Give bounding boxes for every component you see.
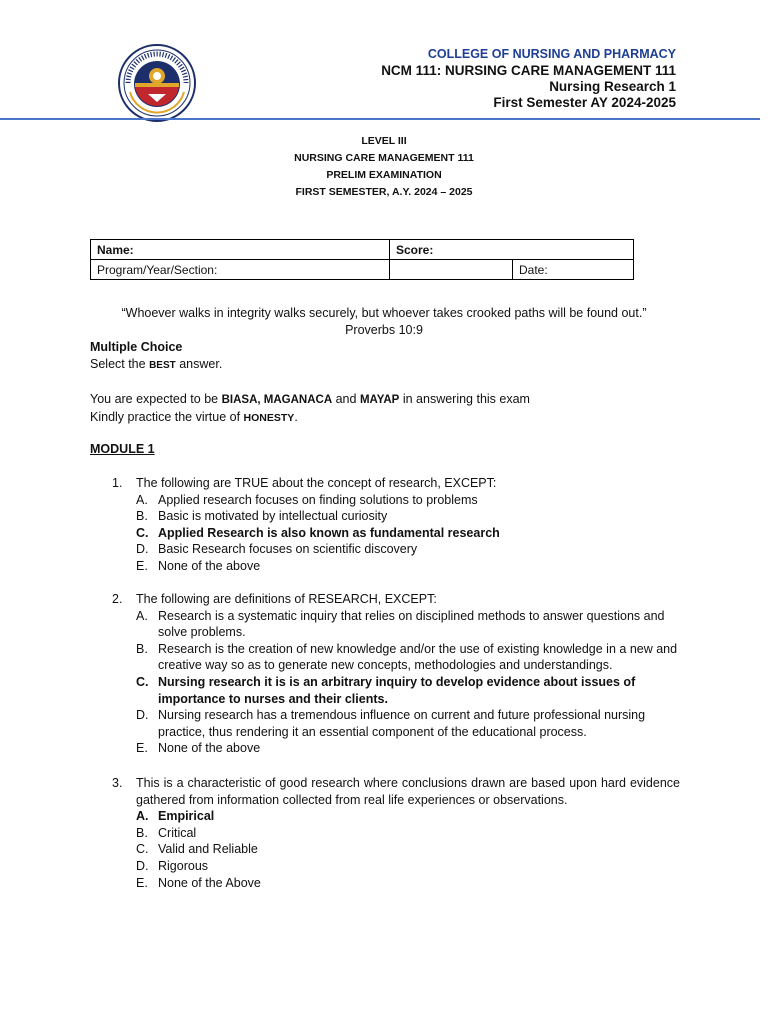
option-letter: B. <box>136 509 148 524</box>
level-title: LEVEL III <box>361 135 407 147</box>
option-d[interactable] <box>112 541 680 558</box>
semester-name: FIRST SEMESTER, A.Y. 2024 – 2025 <box>295 186 473 198</box>
option-a[interactable] <box>112 492 680 509</box>
question-stem: This is a characteristic of good research where conclusions drawn are based upon hard evidence gathered from information collected from real life experiences or observations. <box>136 776 680 807</box>
select-emphasis: BEST <box>149 360 176 371</box>
program-field[interactable]: Program/Year/Section: <box>91 260 390 280</box>
option-letter: D. <box>136 708 149 723</box>
option-c[interactable] <box>112 525 680 542</box>
option-letter: D. <box>136 858 149 873</box>
expect-instruction <box>90 391 530 409</box>
question-stem: The following are definitions of RESEARCH, EXCEPT: <box>136 592 437 606</box>
option-letter: E. <box>136 558 148 573</box>
student-info-table <box>90 239 634 280</box>
option-e[interactable] <box>112 875 680 892</box>
question-number: 3. <box>112 776 123 790</box>
question-number: 2. <box>112 592 123 606</box>
expect-mid: and <box>332 392 360 406</box>
option-d[interactable] <box>112 858 680 875</box>
option-text: Basic is motivated by intellectual curiosity <box>158 509 388 524</box>
university-seal-icon <box>118 44 196 122</box>
instructions-block <box>90 339 222 374</box>
score-field[interactable]: Score: <box>390 240 634 260</box>
select-post: answer. <box>175 357 223 371</box>
honesty-block <box>90 391 530 427</box>
option-b[interactable] <box>112 508 680 525</box>
practice-pre: Kindly practice the virtue of <box>90 410 244 424</box>
option-letter: C. <box>136 842 149 857</box>
exam-titles <box>0 133 768 201</box>
question-stem: The following are TRUE about the concept of research, EXCEPT: <box>136 476 497 490</box>
practice-post: . <box>294 410 298 424</box>
expect-emphasis-2: MAYAP <box>359 394 400 406</box>
module-heading: MODULE 1 <box>90 442 155 456</box>
option-b[interactable] <box>112 825 680 842</box>
semester-title: First Semester AY 2024-2025 <box>493 95 676 110</box>
option-a[interactable] <box>112 808 680 825</box>
option-letter: A. <box>136 809 149 824</box>
option-a[interactable] <box>112 608 680 641</box>
option-text: Research is the creation of new knowledge and/or the use of existing knowledge in a new and creative way so as to generate new concepts, methodologies and understandings. <box>158 641 678 673</box>
option-text: Empirical <box>158 809 215 824</box>
expect-pre: You are expected to be <box>90 392 222 406</box>
option-letter: A. <box>136 608 148 623</box>
question-number: 1. <box>112 476 123 490</box>
option-text: Nursing research has a tremendous influence on current and future professional nursing practice, thus rendering it an essential component of the educational process. <box>158 708 646 739</box>
date-field[interactable]: Date: <box>513 260 634 280</box>
option-letter: A. <box>136 492 148 507</box>
option-letter: B. <box>136 641 148 656</box>
question-2 <box>112 591 680 757</box>
exam-type: Multiple Choice <box>90 340 183 354</box>
bible-quote <box>0 305 768 339</box>
quote-text: “Whoever walks in integrity walks securely, but whoever takes crooked paths will be found out.” <box>121 306 647 320</box>
option-letter: E. <box>136 741 148 756</box>
option-text: Valid and Reliable <box>158 842 258 857</box>
option-letter: E. <box>136 875 148 890</box>
option-e[interactable] <box>112 558 680 575</box>
exam-name: PRELIM EXAMINATION <box>326 169 442 181</box>
question-1 <box>112 475 680 575</box>
practice-instruction <box>90 409 530 427</box>
expect-emphasis-1: BIASA, MAGANACA <box>221 394 333 406</box>
option-text: None of the Above <box>158 875 261 890</box>
question-3 <box>112 775 680 891</box>
option-text: None of the above <box>158 558 261 573</box>
option-letter: C. <box>136 525 149 540</box>
quote-source: Proverbs 10:9 <box>345 323 423 337</box>
option-text: None of the above <box>158 741 261 756</box>
option-e[interactable] <box>112 740 680 757</box>
option-text: Applied Research is also known as fundamental research <box>158 525 500 540</box>
option-text: Research is a systematic inquiry that relies on disciplined methods to answer questions and solve problems. <box>158 608 665 640</box>
practice-emphasis: HONESTY <box>243 412 295 424</box>
option-text: Nursing research it is is an arbitrary inquiry to develop evidence about issues of importance to nurses and their clients. <box>158 674 636 706</box>
option-text: Basic Research focuses on scientific discovery <box>158 542 418 557</box>
subject-title: Nursing Research 1 <box>549 79 676 94</box>
select-instruction <box>90 356 222 374</box>
option-letter: C. <box>136 674 149 689</box>
program-value-cell[interactable] <box>390 260 513 280</box>
option-d[interactable] <box>112 707 680 740</box>
name-field[interactable]: Name: <box>91 240 390 260</box>
option-c[interactable] <box>112 674 680 707</box>
expect-post: in answering this exam <box>399 392 530 406</box>
course-title: NCM 111: NURSING CARE MANAGEMENT 111 <box>381 63 676 78</box>
select-pre: Select the <box>90 357 150 371</box>
option-b[interactable] <box>112 641 680 674</box>
option-letter: D. <box>136 542 149 557</box>
option-c[interactable] <box>112 841 680 858</box>
header-block <box>381 47 676 111</box>
course-name: NURSING CARE MANAGEMENT 111 <box>294 152 474 164</box>
header-divider <box>0 118 760 120</box>
option-text: Applied research focuses on finding solutions to problems <box>158 492 478 507</box>
college-name: COLLEGE OF NURSING AND PHARMACY <box>427 47 676 61</box>
option-letter: B. <box>136 825 148 840</box>
option-text: Critical <box>158 825 197 840</box>
option-text: Rigorous <box>158 858 209 873</box>
